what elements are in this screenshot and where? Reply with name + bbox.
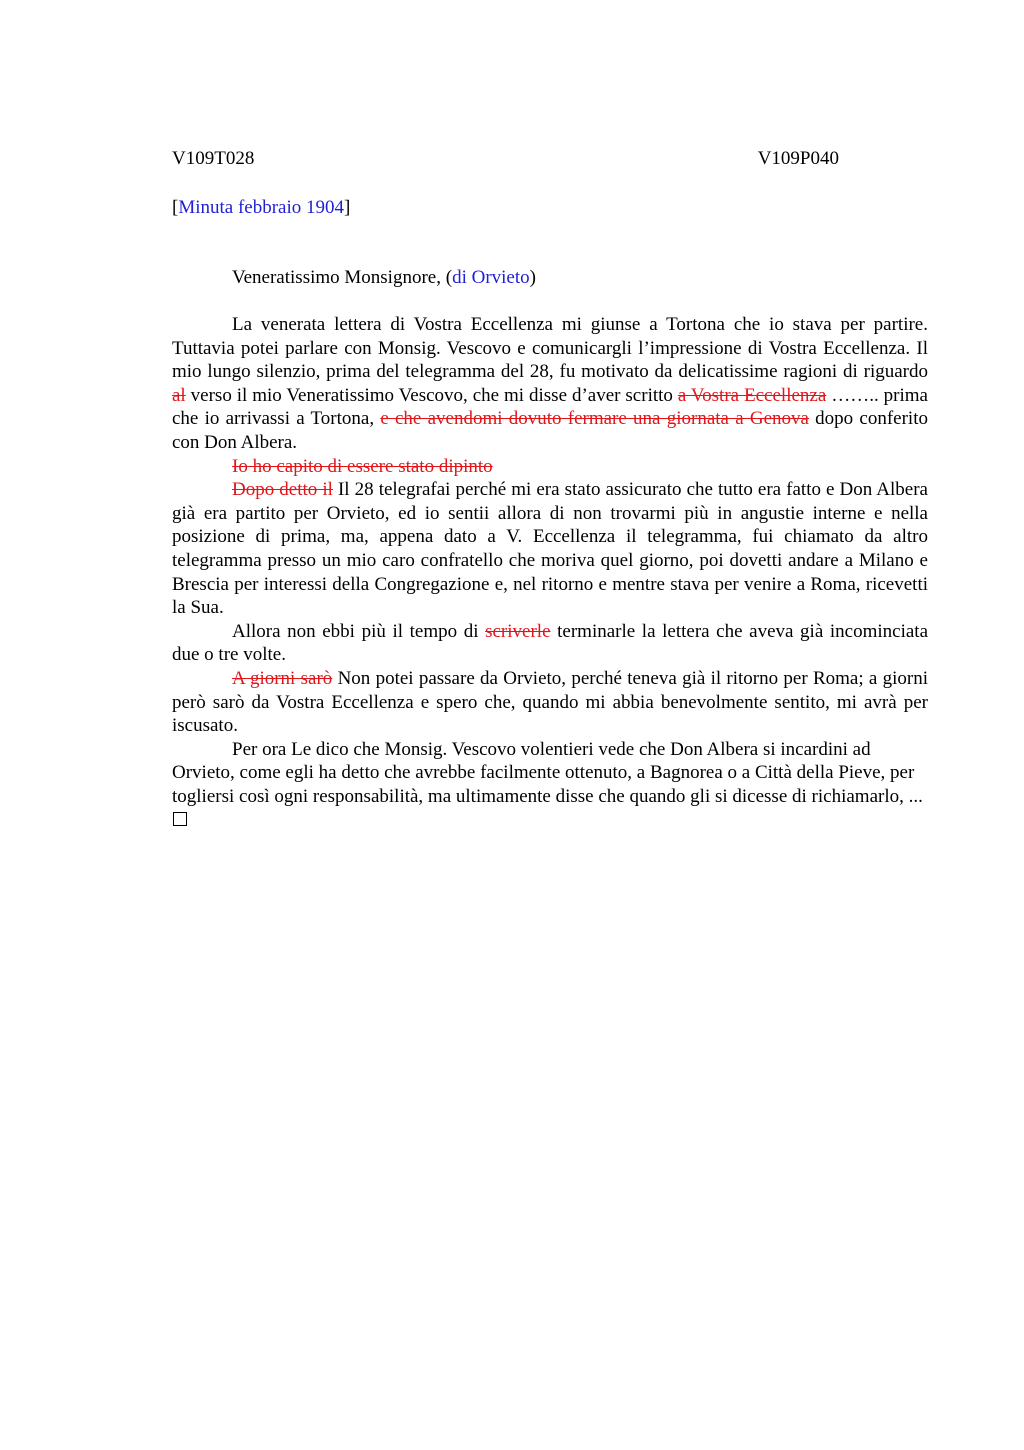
- deleted-text: Dopo detto il: [232, 479, 333, 501]
- paragraph-6: [172, 738, 928, 809]
- paragraph-2: [172, 455, 928, 479]
- text-span: Allora non ebbi più il tempo di: [232, 620, 486, 642]
- salutation: [232, 266, 536, 289]
- text-span: dopo conferito con Don Albera.: [172, 408, 928, 453]
- paragraph-5: [172, 667, 928, 738]
- document-code-left: V109T028: [172, 148, 255, 169]
- text-span: verso il mio Veneratissimo Vescovo, che mi disse d’aver scritto: [185, 384, 678, 406]
- deleted-text: a Vostra Eccellenza: [677, 384, 827, 406]
- text-span: …….. prima che io arrivassi a Tortona,: [172, 384, 928, 430]
- salutation-recipient: di Orvieto: [452, 267, 530, 288]
- salutation-text: Veneratissimo Monsignore, (: [232, 267, 453, 288]
- date-text: Minuta febbraio 1904: [178, 197, 345, 218]
- text-span: Il 28 telegrafai perché mi era stato assicurato che tutto era fatto e Don Albera già era partito per Orvieto, ed io sentii allora di non trovarmi più in angustie interne e nella posizione di prima, ma, appena dato a V. Eccellenza il telegramma, fui chiamato da altro telegramma presso un mio caro confratello che moriva quel giorno, poi dovetti andare a Milano e Brescia per interessi della Congregazione e, nel ritorno e mentre stava per venire a Roma, ricevetti la Sua.: [172, 479, 928, 619]
- letter-body: [172, 313, 928, 833]
- bracket-open: [: [172, 197, 179, 218]
- deleted-text: Io ho capito di essere stato dipinto: [232, 455, 493, 477]
- deleted-text: al: [172, 384, 186, 406]
- document-code-right: V109P040: [757, 148, 839, 169]
- square-outline-icon: [172, 808, 928, 833]
- bracket-close: ]: [344, 197, 351, 218]
- salutation-close: ): [529, 267, 536, 288]
- deleted-text: A giorni sarò: [232, 667, 333, 689]
- text-span: Non potei passare da Orvieto, perché teneva già il ritorno per Roma; a giorni però sarò da Vostra Eccellenza e spero che, quando mi abbia benevolmente sentito, mi avrà per iscusato.: [172, 667, 928, 737]
- paragraph-1: [172, 313, 928, 455]
- text-span: terminarle la lettera che aveva già incominciata due o tre volte.: [172, 620, 929, 666]
- date-annotation: [172, 196, 350, 219]
- paragraph-3: [172, 478, 928, 620]
- paragraph-4: [172, 620, 928, 667]
- deleted-text: scriverle: [485, 620, 551, 642]
- text-span: Per ora Le dico che Monsig. Vescovo volentieri vede che Don Albera si incardini ad Orvieto, come egli ha detto che avrebbe facilmente ottenuto, a Bagnorea o a Città della Pieve, per togliersi così ogni responsabilità, ma ultimamente disse che quando gli si dicesse di richiamarlo, ...: [172, 738, 923, 807]
- deleted-text: e che avendomi dovuto fermare una giornata a Genova: [380, 408, 809, 430]
- text-span: La venerata lettera di Vostra Eccellenza mi giunse a Tortona che io stava per partire. Tuttavia potei parlare con Monsig. Vescovo e comunicargli l’impressione di Vostra Eccellenza. Il mio lungo silenzio, prima del telegramma del 28, fu motivato da delicatissime ragioni di riguardo: [172, 314, 928, 383]
